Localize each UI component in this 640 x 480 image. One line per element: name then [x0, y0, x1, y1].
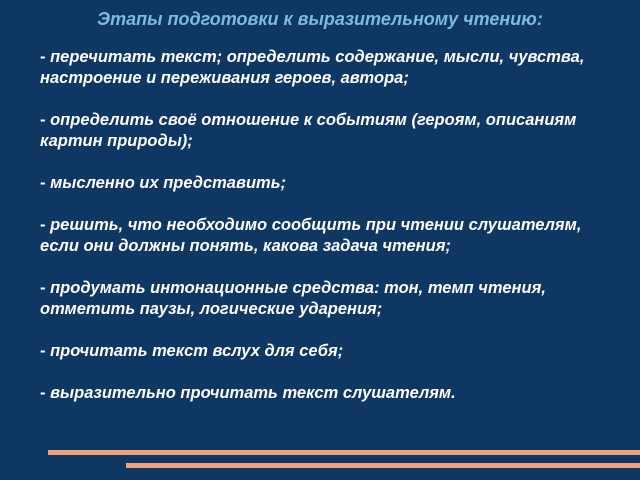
slide-title: Этапы подготовки к выразительному чтению: — [97, 9, 543, 29]
list-item — [40, 110, 600, 152]
list-item-text: продумать интонационные средства: тон, темп чтения, отметить паузы, логические ударения; — [40, 279, 546, 318]
list-item — [40, 383, 600, 404]
list-item-text: прочитать текст вслух для себя; — [50, 342, 344, 360]
steps-list — [40, 47, 600, 425]
list-item-text: мысленно их представить; — [50, 174, 286, 192]
list-dash: - — [40, 342, 46, 360]
list-item — [40, 173, 600, 194]
list-dash: - — [40, 279, 46, 297]
list-item-text: выразительно прочитать текст слушателям. — [50, 384, 456, 402]
decorative-rule-bottom — [126, 463, 640, 468]
list-dash: - — [40, 384, 46, 402]
list-dash: - — [40, 48, 46, 66]
decorative-rule-top — [48, 450, 640, 455]
list-dash: - — [40, 174, 46, 192]
list-item — [40, 341, 600, 362]
list-dash: - — [40, 111, 46, 129]
list-dash: - — [40, 216, 46, 234]
list-item — [40, 278, 600, 320]
list-item — [40, 47, 600, 89]
list-item-text: определить своё отношение к событиям (героям, описаниям картин природы); — [40, 111, 577, 150]
list-item-text: перечитать текст; определить содержание, мысли, чувства, настроение и переживания героев, автора; — [40, 48, 585, 87]
list-item — [40, 215, 600, 257]
list-item-text: решить, что необходимо сообщить при чтении слушателям, если они должны понять, какова задача чтения; — [40, 216, 582, 255]
